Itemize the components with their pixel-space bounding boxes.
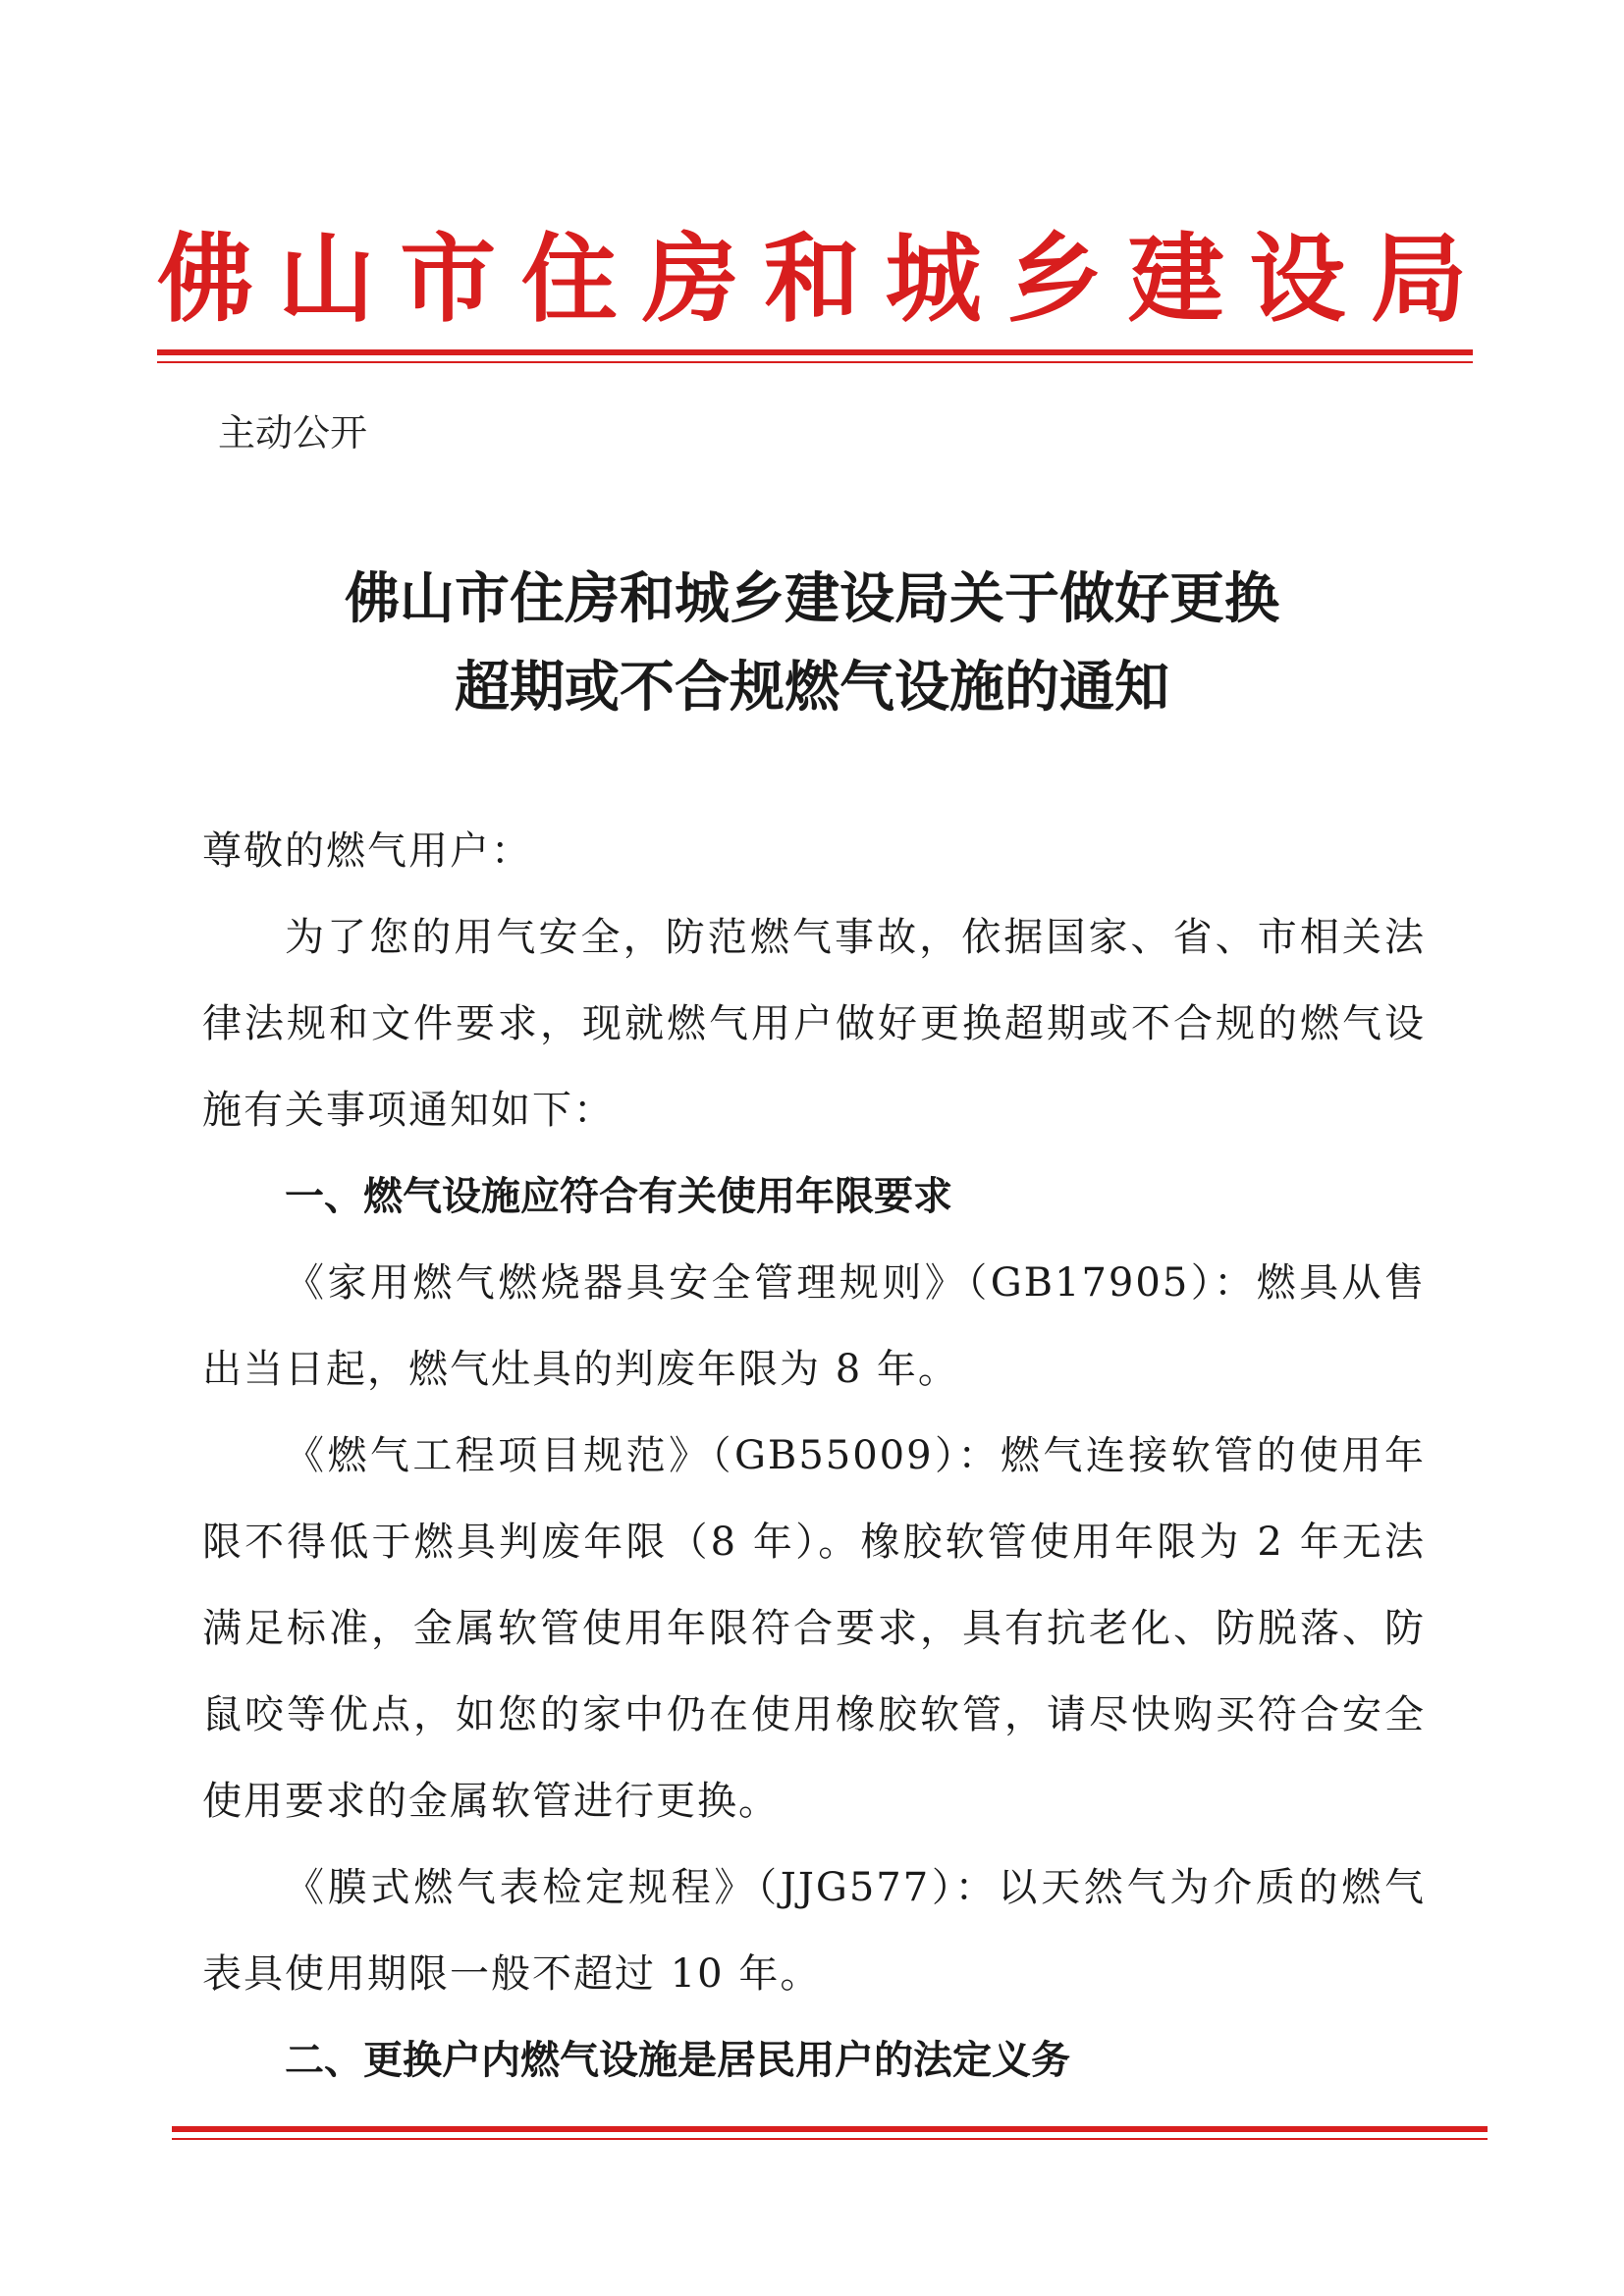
paragraph-line: 出当日起，燃气灶具的判废年限为 8 年。 [202, 1347, 959, 1392]
paragraph-line: 《膜式燃气表检定规程》（JJG577）：以天然气为介质的燃气 [285, 1865, 1426, 1910]
paragraph-line: 使用要求的金属软管进行更换。 [202, 1779, 780, 1824]
masthead-char: 局 [1370, 223, 1467, 336]
intro-line: 律法规和文件要求，现就燃气用户做好更换超期或不合规的燃气设 [202, 1001, 1426, 1046]
masthead-char: 山 [278, 223, 375, 336]
paragraph-line: 满足标准，金属软管使用年限符合要求，具有抗老化、防脱落、防 [202, 1606, 1426, 1651]
section-1-heading: 一、燃气设施应符合有关使用年限要求 [285, 1174, 952, 1219]
paragraph-line: 限不得低于燃具判废年限（8 年）。橡胶软管使用年限为 2 年无法 [202, 1520, 1426, 1565]
public-disclosure-label: 主动公开 [218, 411, 368, 454]
masthead-char: 乡 [1006, 223, 1104, 336]
masthead-char: 市 [400, 223, 497, 336]
intro-line: 为了您的用气安全，防范燃气事故，依据国家、省、市相关法 [285, 915, 1426, 960]
masthead-char: 佛 [157, 223, 254, 336]
footer-rule-thick [172, 2126, 1488, 2132]
footer-rule-thin [172, 2138, 1488, 2140]
masthead-char: 设 [1249, 223, 1346, 336]
masthead [157, 216, 1467, 344]
section-2-heading: 二、更换户内燃气设施是居民用户的法定义务 [285, 2038, 1070, 2083]
masthead-char: 城 [885, 223, 982, 336]
masthead-char: 建 [1127, 223, 1224, 336]
header-rule-thin [157, 361, 1473, 363]
intro-line: 施有关事项通知如下： [202, 1088, 615, 1133]
masthead-char: 房 [642, 223, 739, 336]
paragraph-line: 《燃气工程项目规范》（GB55009）：燃气连接软管的使用年 [285, 1433, 1426, 1478]
document-title-line-1: 佛山市住房和城乡建设局关于做好更换 [345, 566, 1279, 631]
document-title-line-2: 超期或不合规燃气设施的通知 [455, 655, 1169, 720]
masthead-char: 住 [520, 223, 618, 336]
paragraph-line: 鼠咬等优点，如您的家中仍在使用橡胶软管，请尽快购买符合安全 [202, 1692, 1426, 1737]
paragraph-line: 表具使用期限一般不超过 10 年。 [202, 1951, 822, 1997]
paragraph-line: 《家用燃气燃烧器具安全管理规则》（GB17905）：燃具从售 [285, 1260, 1426, 1306]
salutation: 尊敬的燃气用户： [202, 828, 532, 874]
masthead-char: 和 [763, 223, 860, 336]
header-rule-thick [157, 349, 1473, 355]
